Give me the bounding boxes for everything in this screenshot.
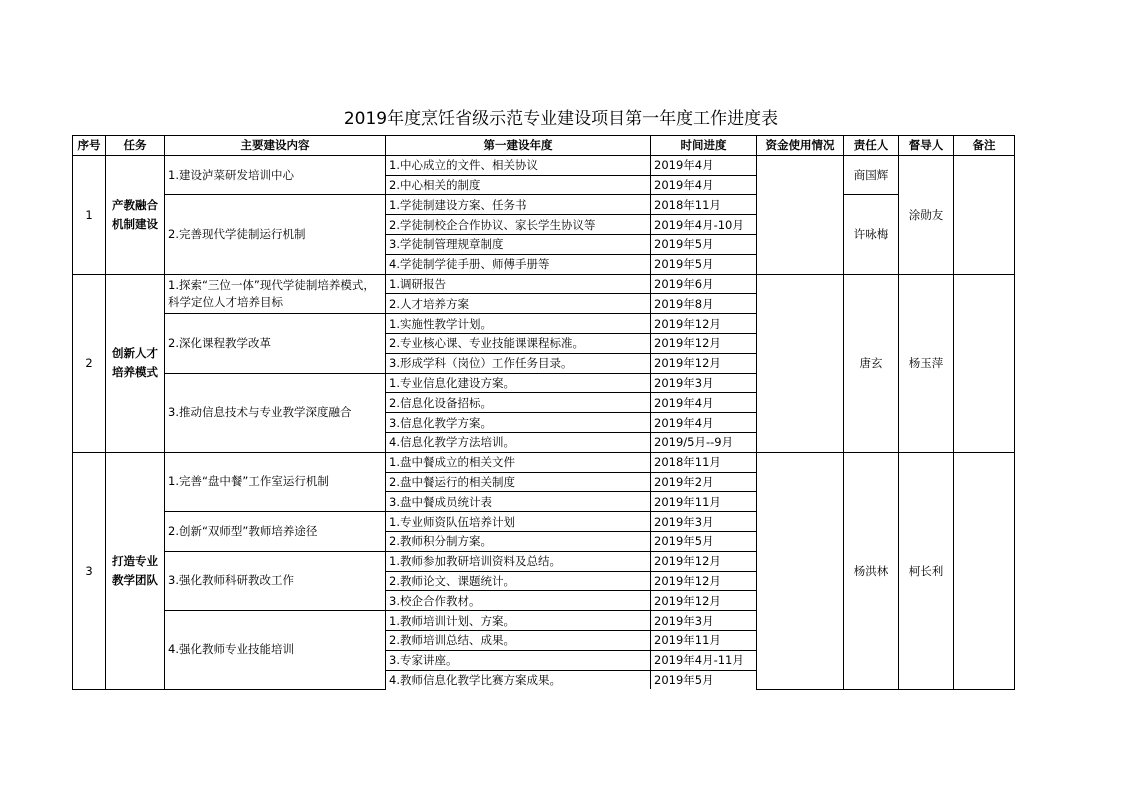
header-funds: 资金使用情况 [757, 136, 844, 156]
page-title: 2019年度烹饪省级示范专业建设项目第一年度工作进度表 [343, 109, 779, 129]
annual-item-cell: 4.教师信息化教学比赛方案成果。 [386, 670, 651, 689]
funds-cell [757, 155, 844, 274]
time-cell: 2019年4月-11月 [651, 650, 757, 670]
annual-item-cell: 4.信息化教学方法培训。 [386, 432, 651, 452]
funds-cell [757, 274, 844, 452]
time-cell: 2019年5月 [651, 254, 757, 274]
time-cell: 2019年12月 [651, 353, 757, 373]
remarks-cell [954, 155, 1015, 274]
seq-cell: 1 [73, 155, 106, 274]
header-content: 主要建设内容 [165, 136, 386, 156]
annual-item-cell: 1.实施性教学计划。 [386, 314, 651, 334]
annual-item-cell: 1.专业信息化建设方案。 [386, 373, 651, 393]
annual-item-cell: 2.教师培训总结、成果。 [386, 630, 651, 650]
time-cell: 2019年5月 [651, 670, 757, 689]
annual-item-cell: 3.校企合作教材。 [386, 591, 651, 611]
annual-item-cell: 1.学徒制建设方案、任务书 [386, 195, 651, 215]
time-cell: 2019年12月 [651, 551, 757, 571]
annual-item-cell: 3.盘中餐成员统计表 [386, 492, 651, 512]
time-cell: 2019年5月 [651, 531, 757, 551]
annual-item-cell: 4.学徒制学徒手册、师傅手册等 [386, 254, 651, 274]
owner-cell: 许咏梅 [844, 195, 899, 274]
time-cell: 2019年3月 [651, 512, 757, 532]
seq-cell: 2 [73, 274, 106, 452]
time-cell: 2019年11月 [651, 630, 757, 650]
task-cell: 产教融合机制建设 [106, 155, 165, 274]
time-cell: 2019年2月 [651, 472, 757, 492]
remarks-cell [954, 452, 1015, 689]
time-cell: 2018年11月 [651, 195, 757, 215]
header-annual: 第一建设年度 [386, 136, 651, 156]
time-cell: 2019年4月 [651, 393, 757, 413]
time-cell: 2019/5月--9月 [651, 432, 757, 452]
seq-cell: 3 [73, 452, 106, 689]
annual-item-cell: 2.学徒制校企合作协议、家长学生协议等 [386, 215, 651, 235]
table-row [73, 155, 1015, 175]
funds-cell [757, 452, 844, 689]
supervisor-cell: 杨玉萍 [899, 274, 954, 452]
annual-item-cell: 1.教师参加教研培训资料及总结。 [386, 551, 651, 571]
annual-item-cell: 2.中心相关的制度 [386, 175, 651, 195]
table-row [73, 195, 1015, 215]
annual-item-cell: 1.中心成立的文件、相关协议 [386, 155, 651, 175]
annual-item-cell: 2.盘中餐运行的相关制度 [386, 472, 651, 492]
task-cell: 打造专业教学团队 [106, 452, 165, 689]
owner-cell: 商国辉 [844, 155, 899, 195]
remarks-cell [954, 274, 1015, 452]
time-cell: 2019年12月 [651, 571, 757, 591]
time-cell: 2019年6月 [651, 274, 757, 294]
owner-cell: 杨洪林 [844, 452, 899, 689]
content-cell: 2.创新“双师型”教师培养途径 [165, 512, 386, 552]
header-time: 时间进度 [651, 136, 757, 156]
time-cell: 2019年8月 [651, 294, 757, 314]
annual-item-cell: 3.形成学科（岗位）工作任务目录。 [386, 353, 651, 373]
time-cell: 2019年4月-10月 [651, 215, 757, 235]
task-cell: 创新人才培养模式 [106, 274, 165, 452]
annual-item-cell: 3.专家讲座。 [386, 650, 651, 670]
header-supervisor: 督导人 [899, 136, 954, 156]
annual-item-cell: 3.学徒制管理规章制度 [386, 234, 651, 254]
header-task: 任务 [106, 136, 165, 156]
table-row [73, 452, 1015, 472]
annual-item-cell: 1.专业师资队伍培养计划 [386, 512, 651, 532]
header-remarks: 备注 [954, 136, 1015, 156]
time-cell: 2019年3月 [651, 373, 757, 393]
content-cell: 2.完善现代学徒制运行机制 [165, 195, 386, 274]
annual-item-cell: 2.人才培养方案 [386, 294, 651, 314]
owner-cell: 唐玄 [844, 274, 899, 452]
content-cell: 1.建设泸菜研发培训中心 [165, 155, 386, 195]
header-owner: 责任人 [844, 136, 899, 156]
annual-item-cell: 1.调研报告 [386, 274, 651, 294]
time-cell: 2019年3月 [651, 611, 757, 631]
time-cell: 2019年12月 [651, 314, 757, 334]
time-cell: 2019年12月 [651, 591, 757, 611]
table-body [73, 155, 1015, 689]
time-cell: 2019年12月 [651, 333, 757, 353]
content-cell: 1.探索“三位一体”现代学徒制培养模式，科学定位人才培养目标 [165, 274, 386, 314]
header-row [73, 136, 1015, 156]
content-cell: 2.深化课程教学改革 [165, 314, 386, 373]
annual-item-cell: 2.教师积分制方案。 [386, 531, 651, 551]
header-seq: 序号 [73, 136, 106, 156]
progress-table [72, 135, 1015, 690]
time-cell: 2019年4月 [651, 155, 757, 175]
content-cell: 1.完善“盘中餐”工作室运行机制 [165, 452, 386, 511]
content-cell: 3.强化教师科研教改工作 [165, 551, 386, 610]
time-cell: 2019年4月 [651, 413, 757, 433]
table-row [73, 274, 1015, 294]
supervisor-cell: 涂勋友 [899, 155, 954, 274]
time-cell: 2019年5月 [651, 234, 757, 254]
annual-item-cell: 2.信息化设备招标。 [386, 393, 651, 413]
annual-item-cell: 3.信息化教学方案。 [386, 413, 651, 433]
time-cell: 2019年4月 [651, 175, 757, 195]
annual-item-cell: 2.教师论文、课题统计。 [386, 571, 651, 591]
content-cell: 3.推动信息技术与专业教学深度融合 [165, 373, 386, 452]
time-cell: 2019年11月 [651, 492, 757, 512]
annual-item-cell: 2.专业核心课、专业技能课课程标准。 [386, 333, 651, 353]
annual-item-cell: 1.盘中餐成立的相关文件 [386, 452, 651, 472]
time-cell: 2018年11月 [651, 452, 757, 472]
annual-item-cell: 1.教师培训计划、方案。 [386, 611, 651, 631]
content-cell: 4.强化教师专业技能培训 [165, 611, 386, 690]
supervisor-cell: 柯长利 [899, 452, 954, 689]
